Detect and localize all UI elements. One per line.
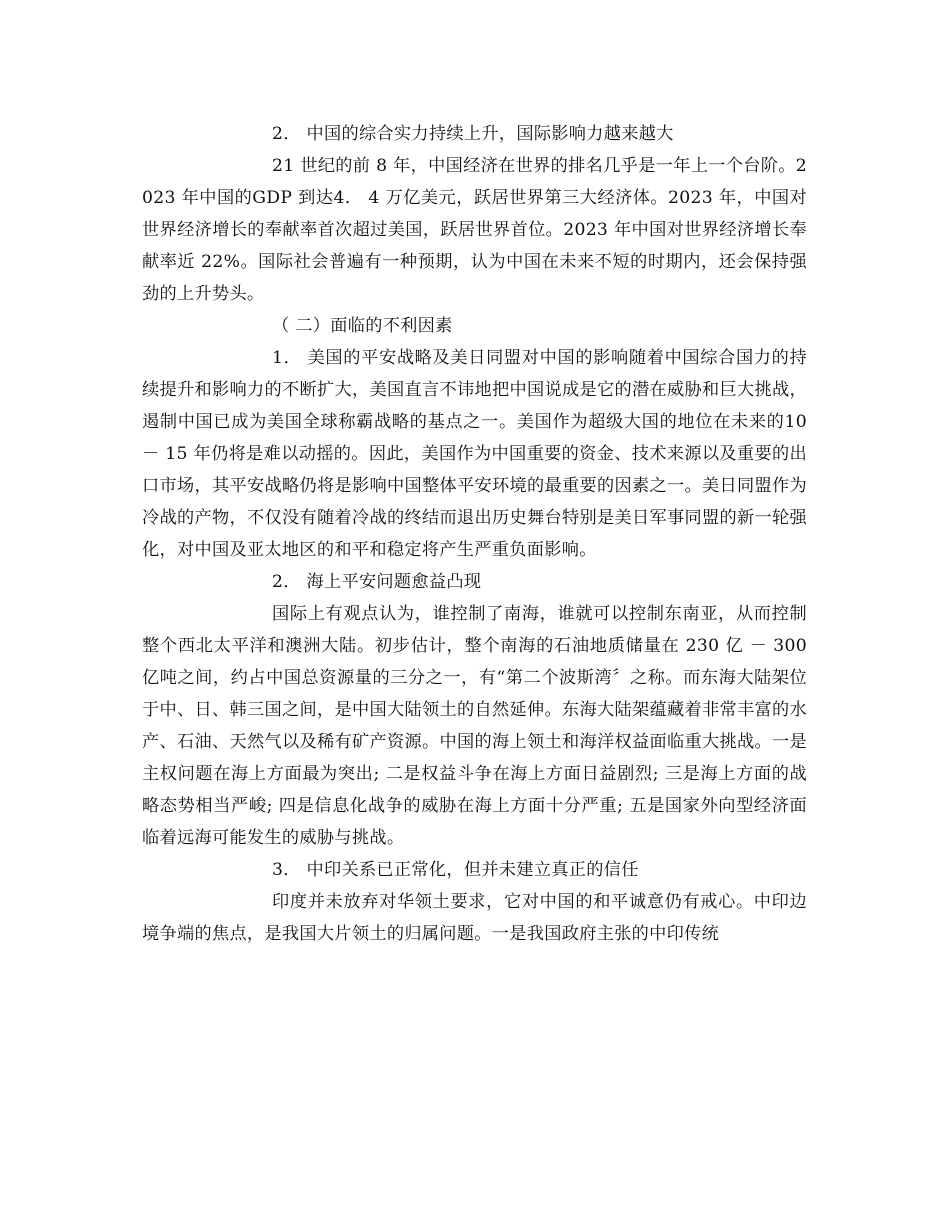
paragraph-us-security-strategy: 1． 美国的平安战略及美日同盟对中国的影响随着中国综合国力的持续提升和影响力的不断扩大，美国直言不讳地把中国说成是它的潜在威胁和巨大挑战，遏制中国已成为美国全球称霸战略的基点之一。美国作为超级大国的地位在未来的10 － 15 年仍将是难以动摇的。因此，美国作为中国重要的资金、技术来源以及重要的出口市场，其平安战略仍将是影响中国整体平安环境的最重要的因素之一。美日同盟作为冷战的产物，不仅没有随着冷战的终结而退出历史舞台特别是美日军事同盟的新一轮强化，对中国及亚太地区的和平和稳定将产生严重负面影响。 xyxy=(142,348,807,560)
document-body xyxy=(142,118,807,950)
section-heading-unfavorable-factors: （ 二）面临的不利因素 xyxy=(272,316,453,336)
section-heading-maritime-security: 2． 海上平安问题愈益凸现 xyxy=(272,572,482,592)
section-heading-china-india-relations: 3． 中印关系已正常化，但并未建立真正的信任 xyxy=(272,860,639,880)
section-heading-comprehensive-strength: 2． 中国的综合实力持续上升，国际影响力越来越大 xyxy=(272,124,674,144)
paragraph-economy-ranking: 21 世纪的前 8 年，中国经济在世界的排名几乎是一年上一个台阶。2023 年中国的GDP 到达4． 4 万亿美元，跃居世界第三大经济体。2023 年，中国对世界经济增长的奉献率首次超过美国，跃居世界首位。2023 年中国对世界经济增长奉献率近 22%。国际社会普遍有一种预期，认为中国在未来不短的时期内，还会保持强劲的上升势头。 xyxy=(142,156,807,304)
paragraph-india-border: 印度并未放弃对华领土要求，它对中国的和平诚意仍有戒心。中印边境争端的焦点，是我国大片领土的归属问题。一是我国政府主张的中印传统 xyxy=(142,892,807,944)
paragraph-south-china-sea: 国际上有观点认为，谁控制了南海，谁就可以控制东南亚，从而控制整个西北太平洋和澳洲大陆。初步估计，整个南海的石油地质储量在 230 亿 － 300 亿吨之间，约占中国总资源量的三分之一，有“第二个波斯湾〞之称。而东海大陆架位于中、日、韩三国之间，是中国大陆领土的自然延伸。东海大陆架蕴藏着非常丰富的水产、石油、天然气以及稀有矿产资源。中国的海上领土和海洋权益面临重大挑战。一是主权问题在海上方面最为突出; 二是权益斗争在海上方面日益剧烈; 三是海上方面的战略态势相当严峻; 四是信息化战争的威胁在海上方面十分严重; 五是国家外向型经济面临着远海可能发生的威胁与挑战。 xyxy=(142,604,807,848)
